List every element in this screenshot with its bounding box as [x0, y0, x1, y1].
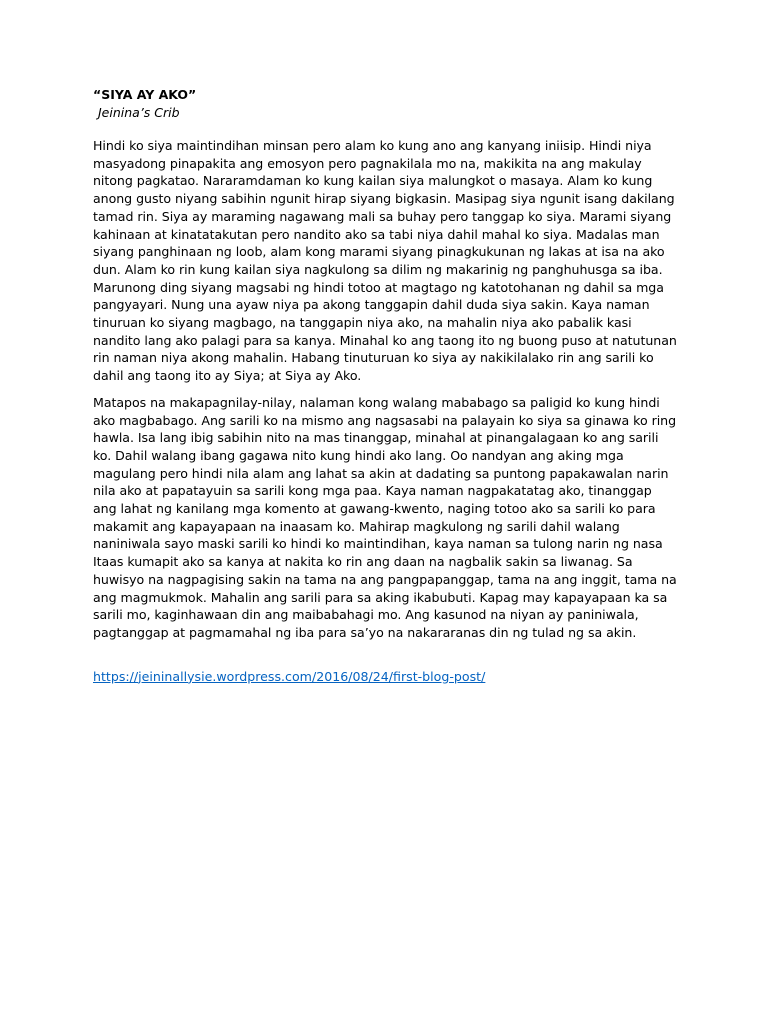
document-byline: Jeinina’s Crib [98, 105, 180, 120]
body-paragraph-2: Matapos na makapagnilay-nilay, nalaman kong walang mababago sa paligid ko kung hindi ako magbabago. Ang sarili ko na mismo ang nagsasabi na palayain ko siya sa ginawa ko ring hawla. Isa lang ibig sabihin nito na mas tinanggap, minahal at pinangalagaan ko ang sarili ko. Dahil walang ibang gagawa nito kung hindi ako lang. Oo nandyan ang aking mga magulang pero hindi nila alam ang lahat sa akin at dadating sa puntong papakawalan narin nila ako at papatayuin sa sarili kong mga paa. Kaya naman nagpakatatag ako, tinanggap ang lahat ng kanilang mga komento at gawang-kwento, naging totoo ako sa sarili ko para makamit ang kapayapaan na inaasam ko. Mahirap magkulong ng sarili dahil walang naniniwala sayo maski sarili ko hindi ko maintindihan, kaya naman sa tulong narin ng nasa Itaas kumapit ako sa kanya at nakita ko rin ang daan na nagbalik sakin sa liwanag. Sa huwisyo na nagpagising sakin na tama na ang pangpapanggap, tama na ang inggit, tama na ang magmukmok. Mahalin ang sarili para sa aking ikabubuti. Kapag may kapayapaan ka sa sarili mo, kaginhawaan din ang maibabahagi mo. Ang kasunod na niyan ay paniniwala, pagtanggap at pagmamahal ng iba para sa’yo na nakararanas din ng tulad ng sa akin. [93, 394, 677, 640]
document-page [93, 86, 678, 686]
document-title: “SIYA AY AKO” [93, 87, 197, 102]
body-paragraph-1: Hindi ko siya maintindihan minsan pero alam ko kung ano ang kanyang iniisip. Hindi niya masyadong pinapakita ang emosyon pero pagnakilala mo na, makikita na ang makulay nitong pagkatao. Nararamdaman ko kung kailan siya malungkot o masaya. Alam ko kung anong gusto niyang sabihin ngunit hirap siyang bigkasin. Masipag siya ngunit isang dakilang tamad rin. Siya ay maraming nagawang mali sa buhay pero tanggap ko siya. Marami siyang kahinaan at kinatatakutan pero nandito ako sa tabi niya dahil mahal ko siya. Madalas man siyang panghinaan ng loob, alam kong marami siyang pinagkukunan ng lakas at isa na ako dun. Alam ko rin kung kailan siya nagkulong sa dilim ng makarinig ng panghuhusga sa iba. Marunong ding siyang magsabi ng hindi totoo at magtago ng katotohanan ng dahil sa mga pangyayari. Nung una ayaw niya pa akong tanggapin dahil duda siya sakin. Kaya naman tinuruan ko siyang magbago, na tanggapin niya ako, na mahalin niya ako pabalik kasi nandito lang ako palagi para sa kanya. Minahal ko ang taong ito ng buong puso at natutunan rin naman niya akong mahalin. Habang tinuturuan ko siya ay nakikilalako rin ang sarili ko dahil ang taong ito ay Siya; at Siya ay Ako. [93, 138, 677, 384]
source-link[interactable]: https://jeininallysie.wordpress.com/2016/08/24/first-blog-post/ [93, 668, 486, 684]
